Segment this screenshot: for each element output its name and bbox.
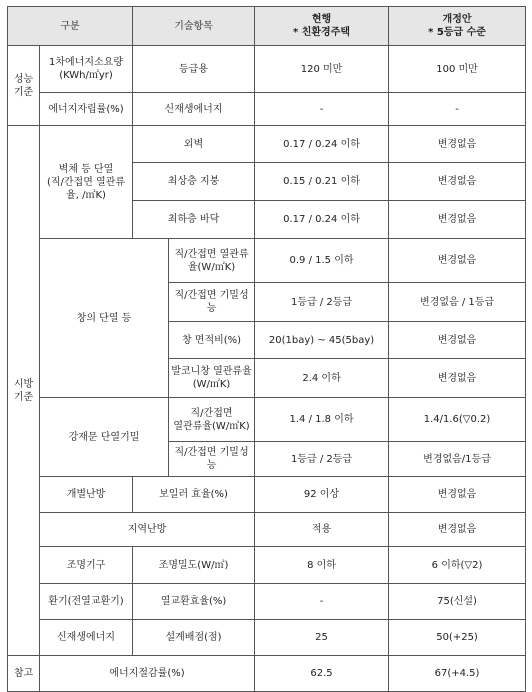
current-value: - bbox=[255, 93, 389, 126]
item-door-airtight: 직/간접면 기밀성능 bbox=[169, 442, 255, 477]
category-performance: 성능 기준 bbox=[8, 46, 40, 126]
revised-value: - bbox=[389, 93, 526, 126]
current-value: 62.5 bbox=[255, 656, 389, 692]
item-self-sufficiency: 에너지자립률(%) bbox=[40, 93, 133, 126]
table-row bbox=[8, 584, 526, 620]
header-current: 현행 * 친환경주택 bbox=[255, 7, 389, 46]
table-row bbox=[8, 547, 526, 584]
current-value: 1등급 / 2등급 bbox=[255, 283, 389, 322]
revised-value: 50(+25) bbox=[389, 620, 526, 656]
table-row bbox=[8, 477, 526, 513]
group-window-insulation: 창의 단열 등 bbox=[40, 239, 169, 398]
table-row bbox=[8, 93, 526, 126]
group-renewable: 신재생에너지 bbox=[40, 620, 133, 656]
revised-value: 변경없음 / 1등급 bbox=[389, 283, 526, 322]
item-primary-energy: 1차에너지소요량 (KWh/㎡yr) bbox=[40, 46, 133, 93]
item-window-area-ratio: 창 면적비(%) bbox=[169, 322, 255, 359]
table-row bbox=[8, 620, 526, 656]
group-district-heating: 지역난방 bbox=[40, 513, 255, 547]
revised-value: 변경없음 bbox=[389, 477, 526, 513]
revised-value: 변경없음 bbox=[389, 239, 526, 283]
revised-value: 변경없음/1등급 bbox=[389, 442, 526, 477]
item-heat-exchange-efficiency: 열교환효율(%) bbox=[133, 584, 255, 620]
table-row bbox=[8, 398, 526, 442]
table-row bbox=[8, 239, 526, 283]
sub-renewable: 신재생에너지 bbox=[133, 93, 255, 126]
current-value: 120 미만 bbox=[255, 46, 389, 93]
sub-grade: 등급용 bbox=[133, 46, 255, 93]
revised-value: 변경없음 bbox=[389, 513, 526, 547]
current-value: 0.17 / 0.24 이하 bbox=[255, 201, 389, 239]
group-steel-door: 강재문 단열기밀 bbox=[40, 398, 169, 477]
energy-standard-comparison-table bbox=[7, 6, 526, 692]
item-lighting-density: 조명밀도(W/㎡) bbox=[133, 547, 255, 584]
comparison-table-wrapper bbox=[7, 6, 526, 692]
revised-value: 변경없음 bbox=[389, 201, 526, 239]
category-specification: 시방 기준 bbox=[8, 126, 40, 656]
item-window-u-value: 직/간접면 열관류율(W/㎡K) bbox=[169, 239, 255, 283]
current-value: 0.17 / 0.24 이하 bbox=[255, 126, 389, 163]
group-lighting: 조명기구 bbox=[40, 547, 133, 584]
table-header-row bbox=[8, 7, 526, 46]
group-ventilation: 환기(전열교환기) bbox=[40, 584, 133, 620]
table-row bbox=[8, 46, 526, 93]
current-value: 적용 bbox=[255, 513, 389, 547]
revised-value: 변경없음 bbox=[389, 126, 526, 163]
item-bottom-floor: 최하층 바닥 bbox=[133, 201, 255, 239]
current-value: 0.9 / 1.5 이하 bbox=[255, 239, 389, 283]
item-balcony-u-value: 발코니창 열관류율(W/㎡K) bbox=[169, 359, 255, 398]
current-value: 25 bbox=[255, 620, 389, 656]
revised-value: 변경없음 bbox=[389, 163, 526, 201]
revised-value: 100 미만 bbox=[389, 46, 526, 93]
revised-value: 6 이하(▽2) bbox=[389, 547, 526, 584]
group-individual-heating: 개별난방 bbox=[40, 477, 133, 513]
current-value: 2.4 이하 bbox=[255, 359, 389, 398]
current-value: 1등급 / 2등급 bbox=[255, 442, 389, 477]
item-door-u-value: 직/간접면 열관류율(W/㎡K) bbox=[169, 398, 255, 442]
item-design-score: 설계배점(점) bbox=[133, 620, 255, 656]
current-value: 0.15 / 0.21 이하 bbox=[255, 163, 389, 201]
item-window-airtight: 직/간접면 기밀성능 bbox=[169, 283, 255, 322]
header-revised: 개정안 * 5등급 수준 bbox=[389, 7, 526, 46]
current-value: 92 이상 bbox=[255, 477, 389, 513]
current-value: 1.4 / 1.8 이하 bbox=[255, 398, 389, 442]
table-row bbox=[8, 513, 526, 547]
category-reference: 참고 bbox=[8, 656, 40, 692]
header-category: 구분 bbox=[8, 7, 133, 46]
revised-value: 1.4/1.6(▽0.2) bbox=[389, 398, 526, 442]
table-row bbox=[8, 656, 526, 692]
group-wall-insulation: 벽체 등 단열 (직/간접면 열관류 율, /㎡K) bbox=[40, 126, 133, 239]
item-boiler-efficiency: 보일러 효율(%) bbox=[133, 477, 255, 513]
item-energy-saving-rate: 에너지절감률(%) bbox=[40, 656, 255, 692]
revised-value: 변경없음 bbox=[389, 322, 526, 359]
revised-value: 67(+4.5) bbox=[389, 656, 526, 692]
current-value: 20(1bay) ~ 45(5bay) bbox=[255, 322, 389, 359]
table-row bbox=[8, 126, 526, 163]
item-outer-wall: 외벽 bbox=[133, 126, 255, 163]
revised-value: 변경없음 bbox=[389, 359, 526, 398]
header-tech-item: 기술항목 bbox=[133, 7, 255, 46]
current-value: - bbox=[255, 584, 389, 620]
current-value: 8 이하 bbox=[255, 547, 389, 584]
revised-value: 75(신설) bbox=[389, 584, 526, 620]
item-top-roof: 최상층 지붕 bbox=[133, 163, 255, 201]
